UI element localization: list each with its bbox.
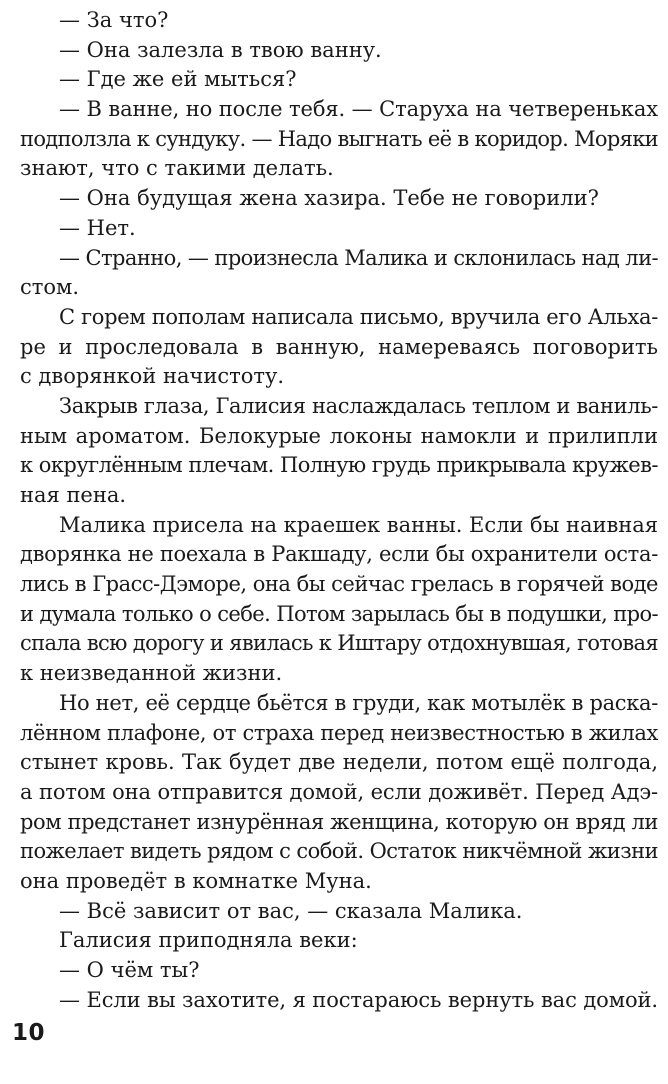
text-line: — Она залезла в твою ванну. [59, 37, 382, 62]
text-line: лённом плафоне, от страха перед неизвестностью в жилах [20, 720, 658, 745]
text-line: Закрыв глаза, Галисия наслаждалась теплом и ваниль- [59, 393, 658, 418]
page-number: 10 [12, 1020, 46, 1046]
text-line: ре и проследовала в ванную, намереваясь поговорить [20, 334, 658, 359]
text-line: ром предстанет изнурённая женщина, которую он вряд ли [20, 809, 658, 834]
text-line: дворянка не поехала в Ракшаду, если бы охранители оста- [20, 542, 658, 567]
text-line: спала всю дорогу и явилась к Иштару отдохнувшая, готовая [20, 631, 658, 656]
text-line: стом. [20, 275, 80, 300]
text-line: — Она будущая жена хазира. Тебе не говорили? [59, 186, 599, 211]
text-line: Галисия приподняла веки: [59, 928, 358, 953]
text-line: Малика присела на краешек ванны. Если бы наивная [59, 512, 658, 537]
text-line: — О чём ты? [59, 958, 200, 982]
text-line: ным ароматом. Белокурые локоны намокли и прилипли [20, 423, 658, 448]
text-line: — За что? [59, 8, 169, 32]
text-line: лись в Грасс-Дэморе, она бы сейчас грелась в горячей воде [20, 572, 658, 597]
text-line: — Нет. [59, 215, 136, 240]
text-line: пожелает видеть рядом с собой. Остаток никчёмной жизни [20, 839, 658, 864]
text-line: — Всё зависит от вас, — сказала Малика. [59, 898, 523, 923]
text-line: ная пена. [20, 483, 127, 507]
body-text [20, 6, 658, 1015]
text-line: а потом она отправится домой, если доживёт. Перед Адэ- [20, 779, 658, 804]
text-line: — Странно, — произнесла Малика и склонилась над ли- [59, 245, 658, 270]
text-line: — В ванне, но после тебя. — Старуха на четвереньках [59, 97, 658, 122]
text-line: знают, что с такими делать. [20, 156, 334, 181]
text-line: к неизведанной жизни. [20, 661, 283, 686]
text-line: с дворянкой начистоту. [20, 364, 285, 389]
text-line: С горем пополам написала письмо, вручила его Альха- [59, 304, 658, 329]
text-line: стынет кровь. Так будет две недели, потом ещё полгода, [20, 750, 658, 775]
text-line: Но нет, её сердце бьётся в груди, как мотылёк в раска- [59, 690, 658, 715]
text-line: и думала только о себе. Потом зарылась бы в подушки, про- [20, 601, 658, 626]
text-line: — Где же ей мыться? [59, 67, 297, 92]
text-line: она проведёт в комнатке Муна. [20, 868, 372, 893]
text-line: подползла к сундуку. — Надо выгнать её в коридор. Моряки [20, 126, 658, 151]
text-line: к округлённым плечам. Полную грудь прикрывала кружев- [20, 453, 658, 478]
text-line: — Если вы захотите, я постараюсь вернуть вас домой. [59, 987, 658, 1012]
